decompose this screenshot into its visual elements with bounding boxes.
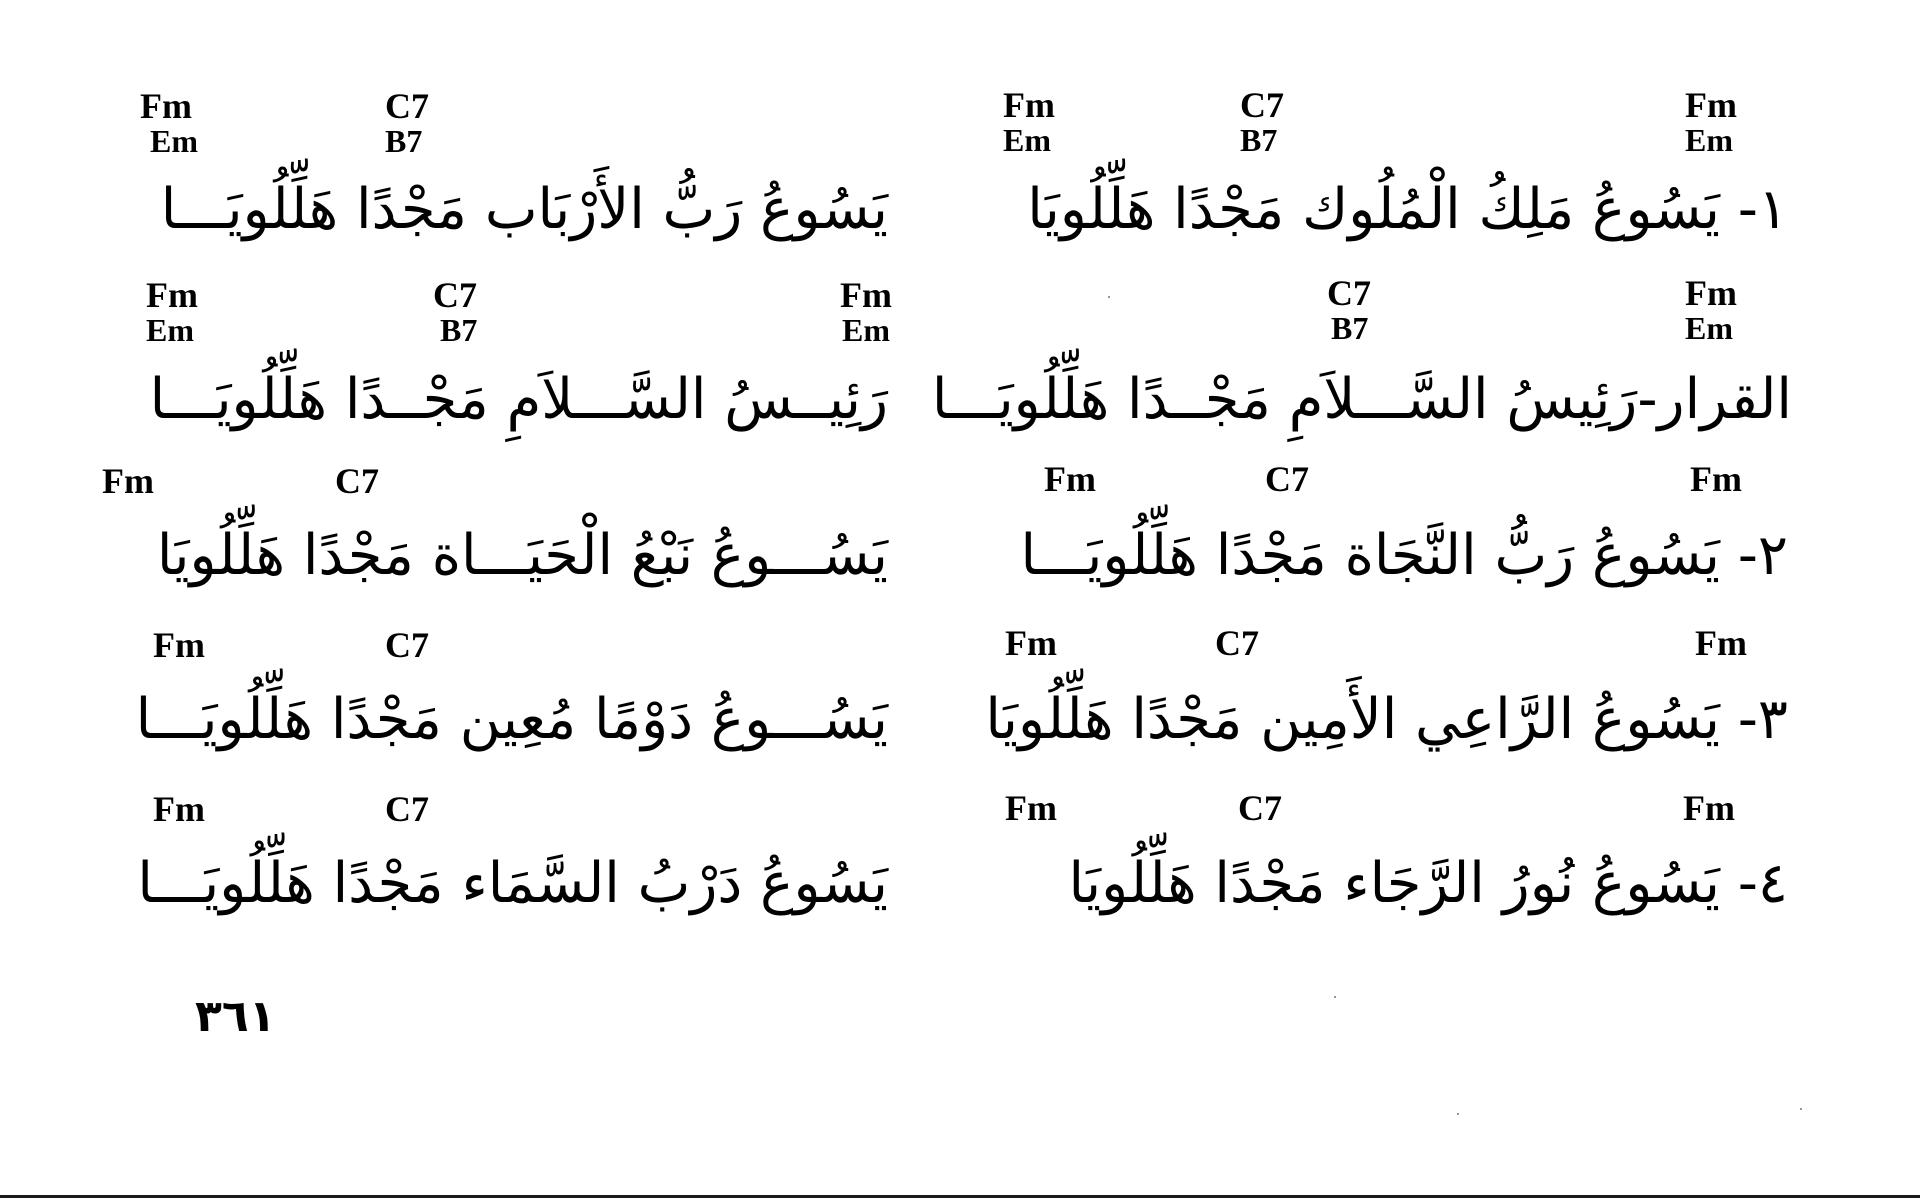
chord-right-l4-fm: Fm bbox=[1005, 623, 1057, 663]
chord-left-l2-em: Em bbox=[146, 312, 194, 348]
chord-right-l1-fm: Fm bbox=[1003, 85, 1055, 125]
lyric-left-line3: يَسُـــوعُ نَبْعُ الْحَيَـــاة مَجْدًا هَلِّلُويَا bbox=[156, 523, 888, 588]
chord-right-l5-fm: Fm bbox=[1005, 788, 1057, 828]
scan-speck bbox=[1334, 996, 1336, 998]
chord-right-l1-b7: B7 bbox=[1240, 122, 1278, 158]
chord-right-l1-fm2: Fm bbox=[1685, 85, 1737, 125]
chord-left-l2-b7: B7 bbox=[440, 312, 478, 348]
chord-right-l4-c7: C7 bbox=[1215, 623, 1259, 663]
chord-left-l4-fm: Fm bbox=[153, 625, 205, 665]
chord-left-l2-fm2: Fm bbox=[840, 275, 892, 315]
lyric-right-line5: ٤- يَسُوعُ نُورُ الرَّجَاء مَجْدًا هَلِّلُويَا bbox=[1068, 851, 1788, 916]
lyric-right-line1: ١- يَسُوعُ مَلِكُ الْمُلُوك مَجْدًا هَلِّلُويَا bbox=[1027, 177, 1788, 242]
lyric-left-line4: يَسُـــوعُ دَوْمًا مُعِين مَجْدًا هَلِّلُويَـــا bbox=[135, 687, 888, 752]
chord-left-l1-fm: Fm bbox=[140, 86, 192, 126]
chord-right-l2-fm: Fm bbox=[1685, 273, 1737, 313]
chord-left-l3-c7: C7 bbox=[335, 461, 379, 501]
lyric-left-line2: رَئِيــسُ السَّـــلاَمِ مَجْــدًا هَلِّلُويَـــا bbox=[149, 367, 888, 432]
chord-left-l3-fm: Fm bbox=[102, 461, 154, 501]
chord-left-l1-b7: B7 bbox=[385, 123, 423, 159]
lyric-left-line1: يَسُوعُ رَبُّ الأَرْبَاب مَجْدًا هَلِّلُويَـــا bbox=[160, 177, 888, 242]
chord-right-l2-b7: B7 bbox=[1331, 310, 1369, 346]
chord-left-l5-fm: Fm bbox=[153, 789, 205, 829]
page-number: ٣٦١ bbox=[195, 991, 276, 1042]
chord-left-l1-c7: C7 bbox=[385, 86, 429, 126]
chord-right-l3-fm: Fm bbox=[1044, 459, 1096, 499]
chord-right-l2-c7: C7 bbox=[1327, 273, 1371, 313]
scan-speck bbox=[1800, 1108, 1802, 1110]
lyric-right-line4: ٣- يَسُوعُ الرَّاعِي الأَمِين مَجْدًا هَلِّلُويَا bbox=[985, 687, 1788, 752]
chord-right-l3-fm2: Fm bbox=[1690, 459, 1742, 499]
chord-right-l3-c7: C7 bbox=[1265, 459, 1309, 499]
chord-right-l5-c7: C7 bbox=[1238, 788, 1282, 828]
chord-right-l1-em: Em bbox=[1003, 122, 1051, 158]
chord-right-l5-fm2: Fm bbox=[1683, 788, 1735, 828]
chord-right-l4-fm2: Fm bbox=[1695, 623, 1747, 663]
bottom-rule bbox=[0, 1195, 1920, 1198]
chord-left-l1-em: Em bbox=[150, 123, 198, 159]
chord-right-l1-c7: C7 bbox=[1240, 85, 1284, 125]
chord-left-l2-em2: Em bbox=[842, 312, 890, 348]
lyric-left-line5: يَسُوعُ دَرْبُ السَّمَاء مَجْدًا هَلِّلُويَـــا bbox=[137, 851, 888, 916]
lyric-right-line3: ٢- يَسُوعُ رَبُّ النَّجَاة مَجْدًا هَلِّلُويَـــا bbox=[1020, 523, 1788, 588]
chord-left-l2-fm: Fm bbox=[146, 275, 198, 315]
chord-right-l1-em2: Em bbox=[1685, 122, 1733, 158]
chord-left-l5-c7: C7 bbox=[385, 789, 429, 829]
scan-speck bbox=[1457, 1113, 1459, 1115]
chord-left-l2-c7: C7 bbox=[433, 275, 477, 315]
chord-left-l4-c7: C7 bbox=[385, 625, 429, 665]
lyric-right-line2-chorus: القرار-رَئِيسُ السَّـــلاَمِ مَجْــدًا هَلِّلُويَـــا bbox=[931, 367, 1792, 432]
chord-right-l2-em: Em bbox=[1685, 310, 1733, 346]
scan-speck bbox=[1108, 296, 1110, 298]
